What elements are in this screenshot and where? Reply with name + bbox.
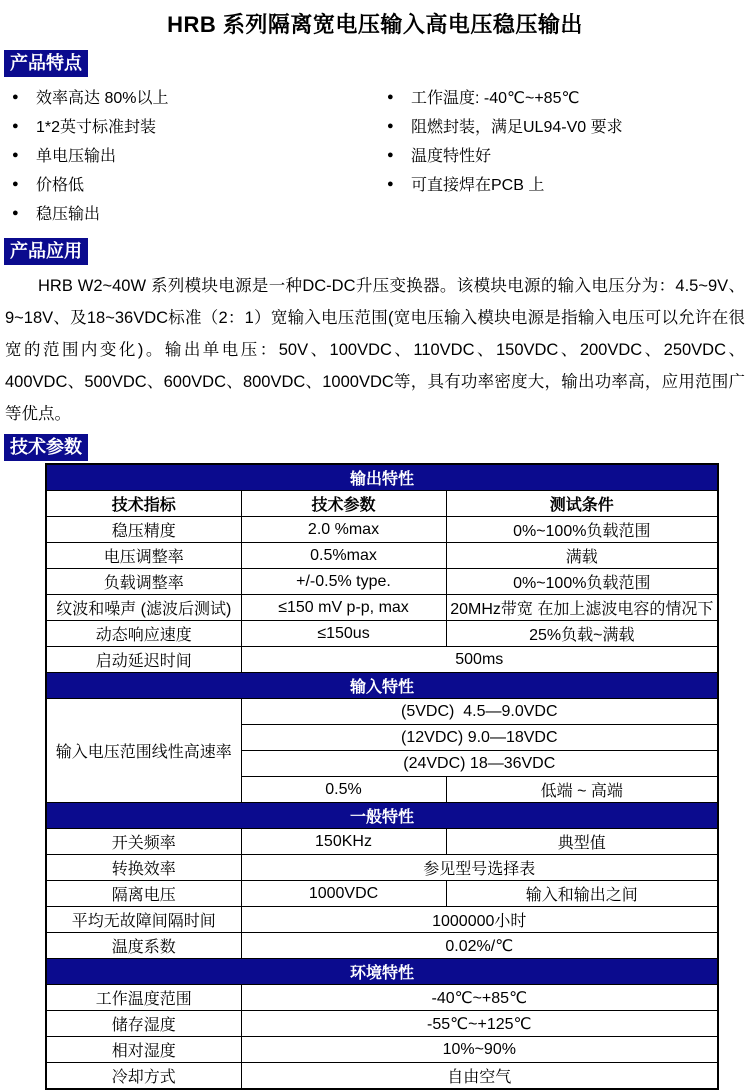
section-band-output: 输出特性 xyxy=(46,464,718,491)
spec-name-cell: 冷却方式 xyxy=(46,1063,241,1090)
feature-text: 1*2英寸标准封装 xyxy=(36,119,157,136)
bullet-icon: ● xyxy=(12,90,19,103)
table-row xyxy=(46,881,718,907)
feature-text: 温度特性好 xyxy=(411,148,492,165)
list-item xyxy=(0,169,375,198)
spec-name-cell: 相对湿度 xyxy=(46,1037,241,1063)
bullet-icon: ● xyxy=(12,148,19,161)
spec-value-cell: -40℃~+85℃ xyxy=(241,985,718,1011)
table-row xyxy=(46,699,718,725)
spec-value-cell: -55℃~+125℃ xyxy=(241,1011,718,1037)
table-row xyxy=(46,543,718,569)
bullet-icon: ● xyxy=(12,206,19,219)
features-column-left xyxy=(0,82,375,227)
list-item xyxy=(0,82,375,111)
list-item xyxy=(375,169,750,198)
bullet-icon: ● xyxy=(387,90,394,103)
spec-condition-cell: 0%~100%负载范围 xyxy=(446,517,718,543)
spec-condition-cell: 输入和输出之间 xyxy=(446,881,718,907)
spec-name-cell: 纹波和噪声 (滤波后测试) xyxy=(46,595,241,621)
bullet-icon: ● xyxy=(387,177,394,190)
table-row xyxy=(46,621,718,647)
spec-name-cell: 平均无故障间隔时间 xyxy=(46,907,241,933)
spec-name-cell: 动态响应速度 xyxy=(46,621,241,647)
section-heading-features: 产品特点 xyxy=(4,50,88,77)
spec-value-cell: 2.0 %max xyxy=(241,517,446,543)
tech-parameters-table xyxy=(45,463,719,1090)
spec-value-cell: 150KHz xyxy=(241,829,446,855)
table-row xyxy=(46,517,718,543)
section-band-general: 一般特性 xyxy=(46,803,718,829)
feature-text: 稳压输出 xyxy=(36,206,101,223)
datasheet-page xyxy=(0,8,750,1086)
spec-name-cell: 开关频率 xyxy=(46,829,241,855)
feature-text: 工作温度: -40℃~+85℃ xyxy=(411,90,580,107)
section-band-input: 输入特性 xyxy=(46,673,718,699)
spec-value-cell: ≤150us xyxy=(241,621,446,647)
list-item xyxy=(0,140,375,169)
table-header-cell: 测试条件 xyxy=(446,491,718,517)
spec-condition-cell: 25%负载~满载 xyxy=(446,621,718,647)
spec-value-cell: 0.5%max xyxy=(241,543,446,569)
section-heading-applications: 产品应用 xyxy=(4,238,88,265)
table-row xyxy=(46,907,718,933)
spec-value-cell: +/-0.5% type. xyxy=(241,569,446,595)
spec-name-cell: 工作温度范围 xyxy=(46,985,241,1011)
spec-name-cell: 电压调整率 xyxy=(46,543,241,569)
spec-value-cell: 0.02%/℃ xyxy=(241,933,718,959)
table-row xyxy=(46,647,718,673)
list-item xyxy=(375,140,750,169)
table-row xyxy=(46,855,718,881)
spec-condition-cell: 典型值 xyxy=(446,829,718,855)
spec-value-cell: 0.5% xyxy=(241,777,446,803)
spec-condition-cell: 满载 xyxy=(446,543,718,569)
feature-text: 价格低 xyxy=(36,177,85,194)
list-item xyxy=(0,111,375,140)
table-row xyxy=(46,1011,718,1037)
spec-value-cell: 500ms xyxy=(241,647,718,673)
spec-value-cell: 1000000小时 xyxy=(241,907,718,933)
spec-condition-cell: 20MHz带宽 在加上滤波电容的情况下 xyxy=(446,595,718,621)
table-header-cell: 技术指标 xyxy=(46,491,241,517)
table-row xyxy=(46,829,718,855)
spec-value-cell: 10%~90% xyxy=(241,1037,718,1063)
spec-value-cell: (24VDC) 18—36VDC xyxy=(241,751,718,777)
table-row xyxy=(46,1037,718,1063)
spec-value-cell: (12VDC) 9.0—18VDC xyxy=(241,725,718,751)
spec-value-cell: (5VDC) 4.5—9.0VDC xyxy=(241,699,718,725)
bullet-icon: ● xyxy=(12,119,19,132)
features-column-right xyxy=(375,82,750,227)
spec-value-cell: ≤150 mV p-p, max xyxy=(241,595,446,621)
page-title: HRB 系列隔离宽电压输入高电压稳压输出 xyxy=(167,12,583,37)
features-list xyxy=(0,82,750,227)
spec-condition-cell: 0%~100%负载范围 xyxy=(446,569,718,595)
section-heading-parameters: 技术参数 xyxy=(4,434,88,461)
bullet-icon: ● xyxy=(12,177,19,190)
feature-text: 阻燃封装，满足UL94-V0 要求 xyxy=(411,119,623,136)
table-row xyxy=(46,1063,718,1090)
table-row xyxy=(46,595,718,621)
spec-name-cell: 转换效率 xyxy=(46,855,241,881)
table-row xyxy=(46,933,718,959)
spec-name-cell: 启动延迟时间 xyxy=(46,647,241,673)
spec-value-cell: 自由空气 xyxy=(241,1063,718,1090)
table-row xyxy=(46,985,718,1011)
applications-paragraph: HRB W2~40W 系列模块电源是一种DC-DC升压变换器。该模块电源的输入电压分为：4.5~9V、9~18V、及18~36VDC标准（2：1）宽输入电压范围(宽电压输入模块电源是指输入电压可以允许在很宽的范围内变化)。输出单电压：50V、100VDC、110VDC、150VDC、200VDC、250VDC、400VDC、500VDC、600VDC、800VDC、1000VDC等，具有功率密度大，输出功率高，应用范围广等优点。 xyxy=(5,277,745,423)
spec-name-cell: 输入电压范围线性高速率 xyxy=(46,699,241,803)
list-item xyxy=(0,198,375,227)
spec-value-cell: 1000VDC xyxy=(241,881,446,907)
list-item xyxy=(375,82,750,111)
feature-text: 单电压输出 xyxy=(36,148,117,165)
spec-name-cell: 负载调整率 xyxy=(46,569,241,595)
spec-name-cell: 储存湿度 xyxy=(46,1011,241,1037)
bullet-icon: ● xyxy=(387,119,394,132)
feature-text: 效率高达 80%以上 xyxy=(36,90,169,107)
spec-name-cell: 稳压精度 xyxy=(46,517,241,543)
spec-condition-cell: 低端 ~ 高端 xyxy=(446,777,718,803)
table-header-cell: 技术参数 xyxy=(241,491,446,517)
bullet-icon: ● xyxy=(387,148,394,161)
spec-value-cell: 参见型号选择表 xyxy=(241,855,718,881)
section-band-environment: 环境特性 xyxy=(46,959,718,985)
spec-name-cell: 温度系数 xyxy=(46,933,241,959)
table-row xyxy=(46,569,718,595)
list-item xyxy=(375,111,750,140)
spec-name-cell: 隔离电压 xyxy=(46,881,241,907)
feature-text: 可直接焊在PCB 上 xyxy=(411,177,545,194)
